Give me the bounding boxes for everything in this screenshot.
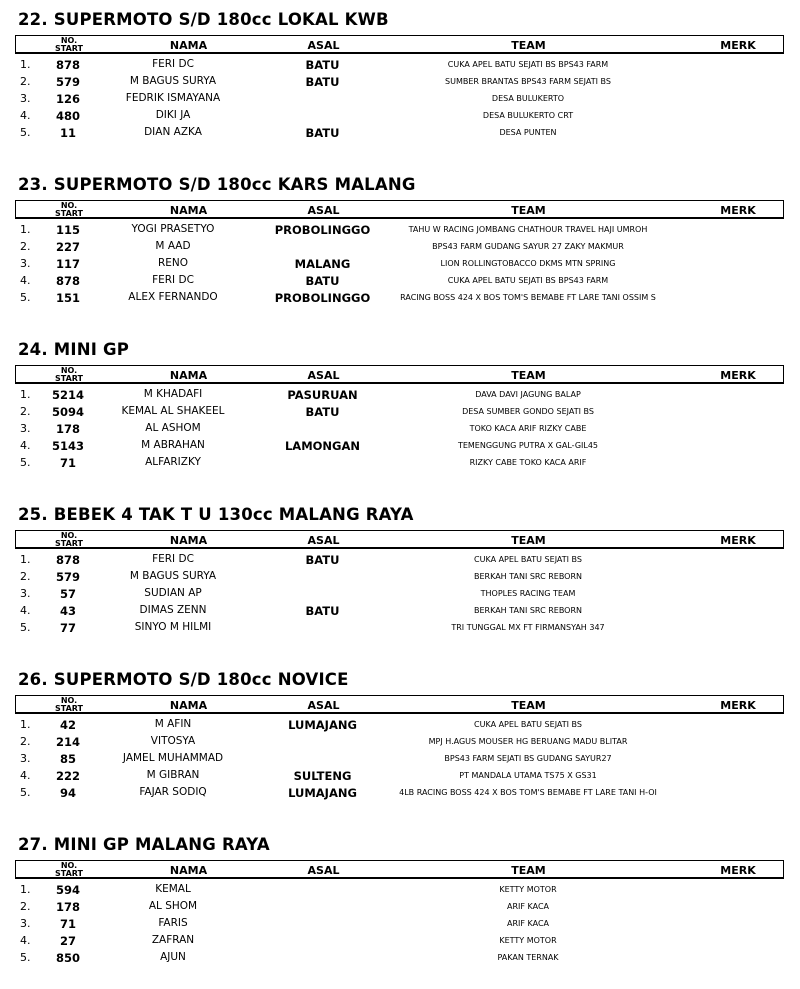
table-row: [0, 586, 800, 603]
rider-team: DESA BULUKERTO CRT: [482, 111, 574, 120]
rider-origin: LUMAJANG: [288, 786, 357, 800]
table-row: [0, 603, 800, 620]
table-row: [0, 57, 800, 74]
row-index: 1.: [20, 58, 31, 71]
table-row: [0, 74, 800, 91]
table-row: [0, 387, 800, 404]
rider-name: VITOSYA: [150, 735, 196, 747]
header-merk: MERK: [720, 204, 756, 217]
table-row: [0, 717, 800, 734]
rider-origin: BATU: [305, 58, 340, 72]
start-number: 878: [55, 274, 80, 288]
start-number: 151: [55, 291, 80, 305]
start-number: 5214: [51, 388, 84, 402]
row-index: 4.: [20, 109, 31, 122]
section-title: 24. MINI GP: [18, 340, 130, 359]
rider-origin: BATU: [305, 75, 340, 89]
table-row: [0, 933, 800, 950]
table-header: [15, 200, 784, 219]
rider-name: M ABRAHAN: [141, 439, 205, 451]
table-row: [0, 882, 800, 899]
row-index: 1.: [20, 553, 31, 566]
table-row: [0, 222, 800, 239]
header-merk: MERK: [720, 39, 756, 52]
table-row: [0, 438, 800, 455]
start-number: 77: [59, 621, 76, 635]
table-row: [0, 768, 800, 785]
row-index: 5.: [20, 951, 31, 964]
start-number: 115: [55, 223, 80, 237]
start-number: 579: [55, 570, 80, 584]
table-row: [0, 734, 800, 751]
row-index: 1.: [20, 388, 31, 401]
table-row: [0, 751, 800, 768]
rider-name: FERI DC: [152, 274, 194, 286]
table-row: [0, 91, 800, 108]
row-index: 4.: [20, 274, 31, 287]
table-header: [15, 530, 784, 549]
section-title: 25. BEBEK 4 TAK T U 130cc MALANG RAYA: [18, 505, 414, 524]
row-index: 2.: [20, 735, 31, 748]
rider-name: FEDRIK ISMAYANA: [125, 92, 221, 104]
header-no-start: NO. START: [54, 696, 84, 713]
rider-team: DAVA DAVI JAGUNG BALAP: [475, 390, 581, 399]
table-row: [0, 125, 800, 142]
race-section: [0, 660, 800, 820]
header-no-start: NO. START: [54, 201, 84, 218]
table-row: [0, 108, 800, 125]
rider-team: DESA SUMBER GONDO SEJATI BS: [462, 407, 594, 416]
start-number: 214: [55, 735, 80, 749]
rider-origin: BATU: [305, 405, 340, 419]
table-header: [15, 860, 784, 879]
rider-team: RACING BOSS 424 X BOS TOM'S BEMABE FT LARE TANI OSSIM S: [400, 293, 656, 302]
rider-team: PT MANDALA UTAMA TS75 X GS31: [459, 771, 597, 780]
rider-origin: BATU: [305, 274, 340, 288]
header-team: TEAM: [511, 864, 546, 877]
rider-origin: SULTENG: [293, 769, 352, 783]
row-index: 2.: [20, 405, 31, 418]
rider-name: M BAGUS SURYA: [129, 570, 217, 582]
start-number: 178: [55, 900, 80, 914]
header-merk: MERK: [720, 864, 756, 877]
rider-team: 4LB RACING BOSS 424 X BOS TOM'S BEMABE FT LARE TANI H-OI: [399, 788, 657, 797]
rider-team: CUKA APEL BATU SEJATI BS BPS43 FARM: [447, 276, 609, 285]
rider-origin: LAMONGAN: [284, 439, 361, 453]
rider-origin: PROBOLINGGO: [274, 223, 371, 237]
table-row: [0, 950, 800, 967]
rider-name: FAJAR SODIQ: [139, 786, 207, 798]
row-index: 4.: [20, 769, 31, 782]
header-no-start: NO. START: [54, 861, 84, 878]
row-index: 5.: [20, 621, 31, 634]
table-row: [0, 256, 800, 273]
table-row: [0, 620, 800, 637]
rider-team: TEMENGGUNG PUTRA X GAL-GIL45: [457, 441, 599, 450]
start-number: 178: [55, 422, 80, 436]
header-team: TEAM: [511, 204, 546, 217]
section-title: 26. SUPERMOTO S/D 180cc NOVICE: [18, 670, 349, 689]
header-asal: ASAL: [307, 699, 340, 712]
rider-team: CUKA APEL BATU SEJATI BS: [474, 720, 582, 729]
start-number: 57: [59, 587, 76, 601]
row-index: 5.: [20, 291, 31, 304]
table-row: [0, 899, 800, 916]
header-team: TEAM: [511, 369, 546, 382]
rider-team: BPS43 FARM SEJATI BS GUDANG SAYUR27: [444, 754, 612, 763]
header-nama: NAMA: [169, 369, 208, 382]
start-number: 878: [55, 553, 80, 567]
start-number: 11: [59, 126, 76, 140]
rider-name: JAMEL MUHAMMAD: [122, 752, 224, 764]
header-merk: MERK: [720, 534, 756, 547]
table-row: [0, 404, 800, 421]
rider-origin: BATU: [305, 604, 340, 618]
rider-origin: PASURUAN: [287, 388, 358, 402]
start-number: 117: [55, 257, 80, 271]
row-index: 2.: [20, 75, 31, 88]
row-index: 3.: [20, 422, 31, 435]
row-index: 2.: [20, 570, 31, 583]
section-title: 23. SUPERMOTO S/D 180cc KARS MALANG: [18, 175, 416, 194]
rider-name: M KHADAFI: [143, 388, 203, 400]
header-nama: NAMA: [169, 864, 208, 877]
rider-name: AL ASHOM: [145, 422, 201, 434]
header-team: TEAM: [511, 534, 546, 547]
table-header: [15, 365, 784, 384]
rider-team: TOKO KACA ARIF RIZKY CABE: [469, 424, 587, 433]
header-nama: NAMA: [169, 699, 208, 712]
start-number: 94: [59, 786, 76, 800]
rider-origin: MALANG: [294, 257, 351, 271]
rider-name: AL SHOM: [148, 900, 198, 912]
table-row: [0, 916, 800, 933]
table-row: [0, 785, 800, 802]
rider-name: AJUN: [160, 951, 186, 963]
rider-name: YOGI PRASETYO: [131, 223, 215, 235]
rider-team: PAKAN TERNAK: [497, 953, 559, 962]
rider-team: KETTY MOTOR: [499, 885, 557, 894]
rider-team: BERKAH TANI SRC REBORN: [473, 606, 583, 615]
start-number: 594: [55, 883, 80, 897]
start-number: 579: [55, 75, 80, 89]
header-team: TEAM: [511, 39, 546, 52]
start-number: 71: [59, 456, 76, 470]
row-index: 3.: [20, 92, 31, 105]
row-index: 5.: [20, 126, 31, 139]
header-no-start: NO. START: [54, 366, 84, 383]
table-row: [0, 552, 800, 569]
race-section: [0, 330, 800, 490]
rider-name: SINYO M HILMI: [134, 621, 212, 633]
header-merk: MERK: [720, 369, 756, 382]
table-row: [0, 239, 800, 256]
rider-name: FERI DC: [152, 553, 194, 565]
race-section: [0, 825, 800, 985]
row-index: 3.: [20, 587, 31, 600]
rider-name: M BAGUS SURYA: [129, 75, 217, 87]
row-index: 5.: [20, 456, 31, 469]
rider-team: RIZKY CABE TOKO KACA ARIF: [469, 458, 587, 467]
rider-team: THOPLES RACING TEAM: [480, 589, 576, 598]
start-number: 5143: [51, 439, 84, 453]
section-title: 27. MINI GP MALANG RAYA: [18, 835, 270, 854]
table-row: [0, 455, 800, 472]
rider-name: KEMAL: [155, 883, 191, 895]
header-asal: ASAL: [307, 369, 340, 382]
start-number: 227: [55, 240, 80, 254]
rider-name: FARIS: [158, 917, 188, 929]
rider-name: ALFARIZKY: [145, 456, 201, 468]
rider-name: FERI DC: [152, 58, 194, 70]
start-number: 850: [55, 951, 80, 965]
row-index: 4.: [20, 439, 31, 452]
header-asal: ASAL: [307, 534, 340, 547]
header-nama: NAMA: [169, 204, 208, 217]
rider-team: LION ROLLINGTOBACCO DKMS MTN SPRING: [440, 259, 616, 268]
rider-name: ZAFRAN: [151, 934, 195, 946]
rider-team: BPS43 FARM GUDANG SAYUR 27 ZAKY MAKMUR: [432, 242, 624, 251]
header-merk: MERK: [720, 699, 756, 712]
rider-name: M AFIN: [154, 718, 192, 730]
header-no-start: NO. START: [54, 36, 84, 53]
rider-team: BERKAH TANI SRC REBORN: [473, 572, 583, 581]
row-index: 4.: [20, 934, 31, 947]
rider-team: KETTY MOTOR: [499, 936, 557, 945]
rider-team: ARIF KACA: [506, 919, 550, 928]
rider-team: MPJ H.AGUS MOUSER HG BERUANG MADU BLITAR: [428, 737, 628, 746]
rider-name: DIKI JA: [155, 109, 191, 121]
rider-team: TAHU W RACING JOMBANG CHATHOUR TRAVEL HAJI UMROH: [408, 225, 648, 234]
row-index: 1.: [20, 223, 31, 236]
rider-team: CUKA APEL BATU SEJATI BS BPS43 FARM: [447, 60, 609, 69]
row-index: 1.: [20, 718, 31, 731]
rider-team: ARIF KACA: [506, 902, 550, 911]
row-index: 3.: [20, 257, 31, 270]
table-row: [0, 290, 800, 307]
race-section: [0, 165, 800, 325]
rider-team: TRI TUNGGAL MX FT FIRMANSYAH 347: [451, 623, 605, 632]
row-index: 5.: [20, 786, 31, 799]
header-nama: NAMA: [169, 534, 208, 547]
rider-origin: LUMAJANG: [288, 718, 357, 732]
start-number: 222: [55, 769, 80, 783]
rider-origin: BATU: [305, 553, 340, 567]
table-header: [15, 35, 784, 54]
table-row: [0, 569, 800, 586]
table-row: [0, 273, 800, 290]
rider-name: SUDIAN AP: [144, 587, 202, 599]
rider-name: RENO: [157, 257, 189, 269]
row-index: 3.: [20, 752, 31, 765]
rider-origin: PROBOLINGGO: [274, 291, 371, 305]
start-number: 126: [55, 92, 80, 106]
header-no-start: NO. START: [54, 531, 84, 548]
race-section: [0, 0, 800, 160]
header-asal: ASAL: [307, 864, 340, 877]
header-nama: NAMA: [169, 39, 208, 52]
table-row: [0, 421, 800, 438]
start-number: 43: [59, 604, 76, 618]
row-index: 3.: [20, 917, 31, 930]
rider-name: DIMAS ZENN: [139, 604, 207, 616]
start-number: 878: [55, 58, 80, 72]
section-title: 22. SUPERMOTO S/D 180cc LOKAL KWB: [18, 10, 389, 29]
row-index: 1.: [20, 883, 31, 896]
rider-origin: BATU: [305, 126, 340, 140]
table-header: [15, 695, 784, 714]
start-number: 85: [59, 752, 76, 766]
row-index: 2.: [20, 900, 31, 913]
rider-name: KEMAL AL SHAKEEL: [121, 405, 225, 417]
header-asal: ASAL: [307, 204, 340, 217]
start-number: 5094: [51, 405, 84, 419]
header-team: TEAM: [511, 699, 546, 712]
rider-team: SUMBER BRANTAS BPS43 FARM SEJATI BS: [445, 77, 611, 86]
rider-name: DIAN AZKA: [144, 126, 202, 138]
row-index: 4.: [20, 604, 31, 617]
rider-name: M GIBRAN: [146, 769, 200, 781]
rider-name: ALEX FERNANDO: [128, 291, 218, 303]
header-asal: ASAL: [307, 39, 340, 52]
start-number: 71: [59, 917, 76, 931]
rider-team: CUKA APEL BATU SEJATI BS: [474, 555, 582, 564]
rider-team: DESA PUNTEN: [499, 128, 557, 137]
row-index: 2.: [20, 240, 31, 253]
start-number: 480: [55, 109, 80, 123]
race-section: [0, 495, 800, 655]
rider-name: M AAD: [155, 240, 191, 252]
start-number: 27: [59, 934, 76, 948]
rider-team: DESA BULUKERTO: [491, 94, 565, 103]
start-number: 42: [59, 718, 76, 732]
